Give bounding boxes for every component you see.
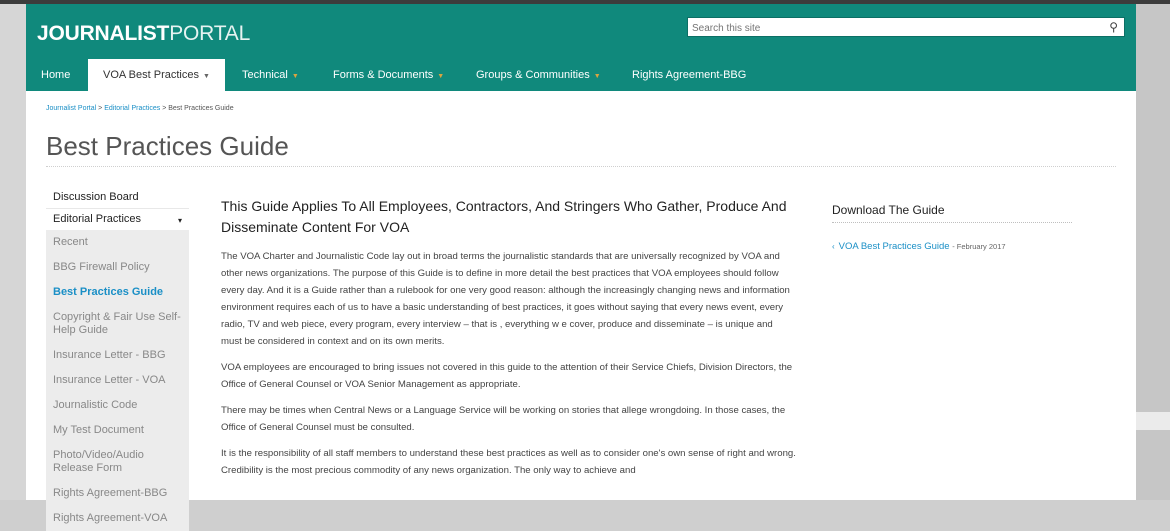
sidebar-item-label: Discussion Board (53, 191, 139, 203)
content-paragraph: There may be times when Central News or a Language Service will be working on stories that allege wrongdoing. In those cases, the Office of General Counsel must be consulted. (221, 405, 786, 433)
caret-down-icon[interactable]: ▾ (177, 216, 182, 225)
sidebar-item-label: Rights Agreement-VOA (53, 512, 168, 524)
nav-label: VOA Best Practices (103, 69, 199, 81)
sidebar-item-label: Recent (53, 236, 88, 248)
breadcrumb-current: Best Practices Guide (168, 105, 234, 112)
bullet-arrow-icon: ‹ (832, 242, 835, 251)
content-paragraph: The VOA Charter and Journalistic Code lay out in broad terms the journalistic standards that are universally recognized by VOA and other news organizations. The purpose of this Guide is to define in more detail the best practices that VOA employees should follow every day. And it is a Guide rather than a rulebook for one very good reason: although the increasingly changing news and information environment requires each of us to have a basic understanding of best practices, it goes without saying that every news event, every radio, TV and web piece, every program, every interview – that is , everything w e cover, produce and disseminate – is unique and must be considered in context and on its own merits. (221, 251, 790, 347)
content-paragraph: It is the responsibility of all staff members to understand these best practices as well as to consider one's own sense of right and wrong. Credibility is the most precious commodity of any news organization. The only way to achieve and (221, 448, 796, 476)
sidebar-subitem-insurance-letter-bbg[interactable] (46, 343, 189, 368)
search-input[interactable] (688, 20, 1092, 38)
nav-item-home[interactable] (26, 59, 85, 91)
caret-down-icon: ▼ (437, 73, 445, 80)
title-divider (46, 166, 1116, 167)
breadcrumb-link-journalist-portal[interactable]: Journalist Portal (46, 105, 97, 112)
download-heading: Download The Guide (832, 203, 1072, 223)
site-logo[interactable] (37, 22, 250, 46)
sidebar-item-label: Best Practices Guide (53, 286, 164, 298)
breadcrumb-separator: > (98, 105, 103, 112)
download-link-row (832, 241, 1072, 252)
sidebar-nav (46, 187, 189, 531)
breadcrumb-separator: > (162, 105, 167, 112)
breadcrumb (46, 105, 234, 112)
sidebar-item-editorial-practices[interactable] (46, 208, 189, 230)
sidebar-subitem-recent[interactable] (46, 230, 189, 255)
caret-down-icon: ▼ (291, 73, 299, 80)
search-icon[interactable]: ⚲ (1109, 20, 1118, 34)
page-gutter-right (1136, 4, 1170, 500)
search-box (687, 17, 1125, 37)
nav-label: Rights Agreement-BBG (632, 69, 747, 81)
sidebar-item-label: Journalistic Code (53, 399, 138, 411)
breadcrumb-link-editorial-practices[interactable]: Editorial Practices (104, 105, 161, 112)
sidebar-subitem-best-practices-guide[interactable] (46, 280, 189, 305)
download-panel (832, 203, 1072, 252)
download-date: - February 2017 (952, 242, 1006, 251)
nav-item-voa-best-practices[interactable] (88, 59, 225, 91)
sidebar-subitem-rights-agreement-voa[interactable] (46, 506, 189, 531)
gutter-gap (1136, 412, 1170, 430)
nav-label: Groups & Communities (476, 69, 590, 81)
nav-item-rights-agreement-bbg[interactable] (632, 59, 746, 91)
sidebar-item-label: Editorial Practices (53, 213, 142, 225)
sidebar-subitem-rights-agreement-bbg[interactable] (46, 481, 189, 506)
download-guide-link[interactable]: VOA Best Practices Guide (838, 241, 950, 252)
nav-item-forms-documents[interactable] (333, 59, 444, 91)
sidebar-item-discussion-board[interactable] (46, 187, 189, 208)
caret-down-icon: ▼ (593, 73, 601, 80)
sidebar-item-label: Insurance Letter - VOA (53, 374, 166, 386)
sidebar-subitem-insurance-letter-voa[interactable] (46, 368, 189, 393)
sidebar-subitem-bbg-firewall-policy[interactable] (46, 255, 189, 280)
sidebar-item-label: Photo/Video/Audio Release Form (53, 449, 144, 474)
content-paragraph: VOA employees are encouraged to bring issues not covered in this guide to the attention of their Service Chiefs, Division Directors, the Office of General Counsel or VOA Senior Management as appropriate. (221, 362, 793, 390)
sidebar-subitem-journalistic-code[interactable] (46, 393, 189, 418)
sidebar-subitem-photo-video-audio-release-form[interactable] (46, 443, 189, 481)
caret-down-icon: ▼ (202, 73, 210, 80)
content-heading: This Guide Applies To All Employees, Contractors, And Stringers Who Gather, Produce And Disseminate Content For VOA (221, 198, 787, 235)
sidebar-item-label: Insurance Letter - BBG (53, 349, 166, 361)
main-nav (26, 59, 1136, 91)
sidebar-item-label: Copyright & Fair Use Self-Help Guide (53, 311, 181, 336)
sidebar-item-label: BBG Firewall Policy (53, 261, 150, 273)
nav-item-technical[interactable] (242, 59, 299, 91)
sidebar-subitem-copyright-fair-use[interactable] (46, 305, 189, 343)
nav-label: Technical (242, 69, 288, 81)
sidebar-subitem-my-test-document[interactable] (46, 418, 189, 443)
site-header (26, 4, 1136, 91)
page-title: Best Practices Guide (46, 131, 289, 161)
nav-label: Home (41, 69, 71, 81)
logo-thin-text: PORTAL (169, 22, 251, 45)
sidebar-item-label: Rights Agreement-BBG (53, 487, 168, 499)
sidebar-item-label: My Test Document (53, 424, 144, 436)
nav-label: Forms & Documents (333, 69, 434, 81)
nav-item-groups-communities[interactable] (476, 59, 601, 91)
main-content (221, 196, 796, 488)
page (26, 4, 1136, 524)
logo-bold-text: JOURNALIST (37, 22, 170, 45)
page-gutter-left (0, 4, 26, 500)
